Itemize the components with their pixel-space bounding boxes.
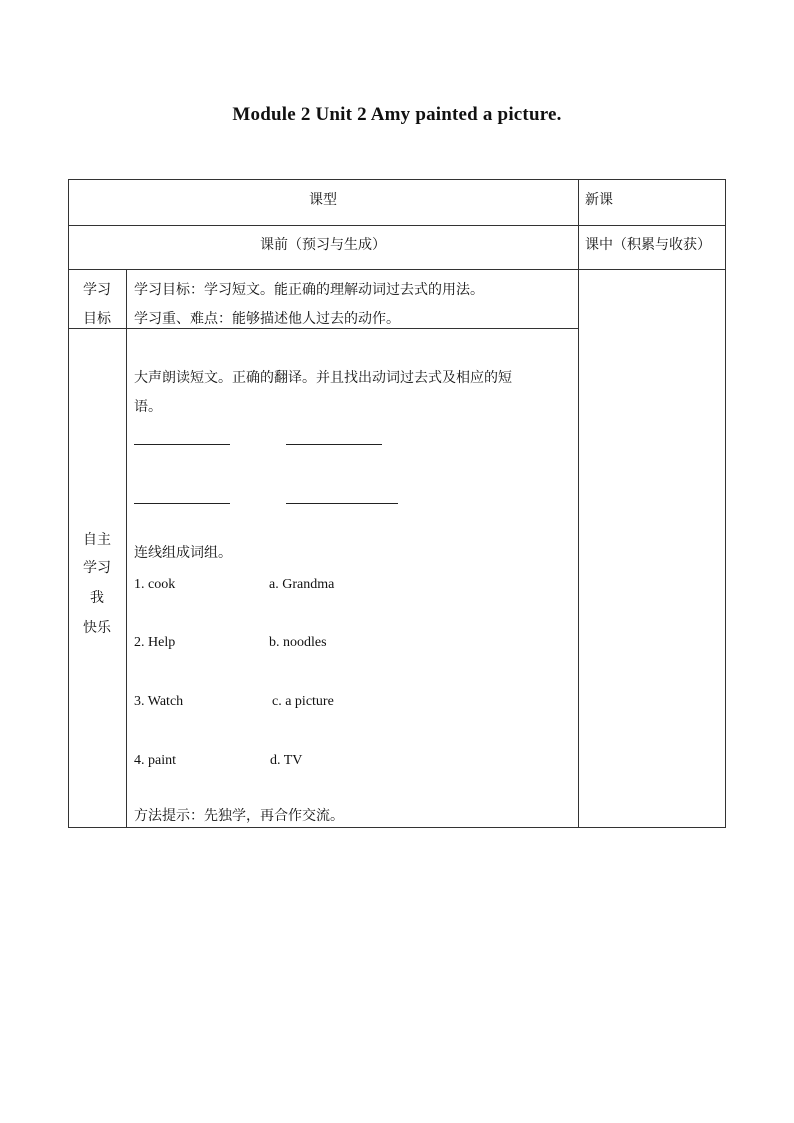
match-right-item: a. Grandma [269, 577, 335, 592]
header-new-lesson: 新课 [585, 192, 613, 208]
table-row-divider [68, 269, 726, 270]
reading-task-line-1: 大声朗读短文。正确的翻译。并且找出动词过去式及相应的短 [134, 370, 512, 386]
answer-blank[interactable] [134, 503, 230, 504]
goals-label-line-2: 目标 [83, 311, 111, 327]
goals-label-line-1: 学习 [83, 282, 111, 298]
header-lesson-type: 课型 [309, 192, 337, 208]
match-left-item: 3. Watch [134, 694, 184, 709]
match-right-item: c. a picture [272, 694, 334, 709]
match-left-item: 2. Help [134, 635, 176, 650]
answer-blank[interactable] [286, 444, 382, 445]
answer-blank[interactable] [134, 444, 230, 445]
self-study-label-line-1: 自主 [83, 532, 111, 548]
match-left-item: 1. cook [134, 577, 176, 592]
page-title: Module 2 Unit 2 Amy painted a picture. [232, 104, 562, 125]
answer-blank[interactable] [286, 503, 398, 504]
table-border-left [68, 179, 69, 828]
goal-text-line-1: 学习目标：学习短文。能正确的理解动词过去式的用法。 [134, 282, 484, 298]
method-tip: 方法提示：先独学，再合作交流。 [134, 808, 344, 824]
self-study-label-line-2: 学习 [83, 560, 111, 576]
matching-title: 连线组成词组。 [134, 545, 232, 561]
match-right-item: b. noodles [269, 635, 327, 650]
table-border-right [725, 179, 726, 828]
table-row-divider [68, 225, 726, 226]
table-col-divider [578, 179, 579, 828]
table-border-bottom [68, 827, 726, 828]
table-border-top [68, 179, 726, 180]
self-study-label-line-3: 我 [90, 590, 104, 606]
match-left-item: 4. paint [134, 753, 176, 768]
table-col-divider [126, 269, 127, 828]
goal-text-line-2: 学习重、难点：能够描述他人过去的动作。 [134, 311, 400, 327]
in-class-heading: 课中（积累与收获） [585, 237, 711, 253]
match-right-item: d. TV [270, 753, 303, 768]
pre-class-heading: 课前（预习与生成） [260, 237, 386, 253]
reading-task-line-2: 语。 [134, 399, 162, 415]
self-study-label-line-4: 快乐 [83, 620, 111, 636]
